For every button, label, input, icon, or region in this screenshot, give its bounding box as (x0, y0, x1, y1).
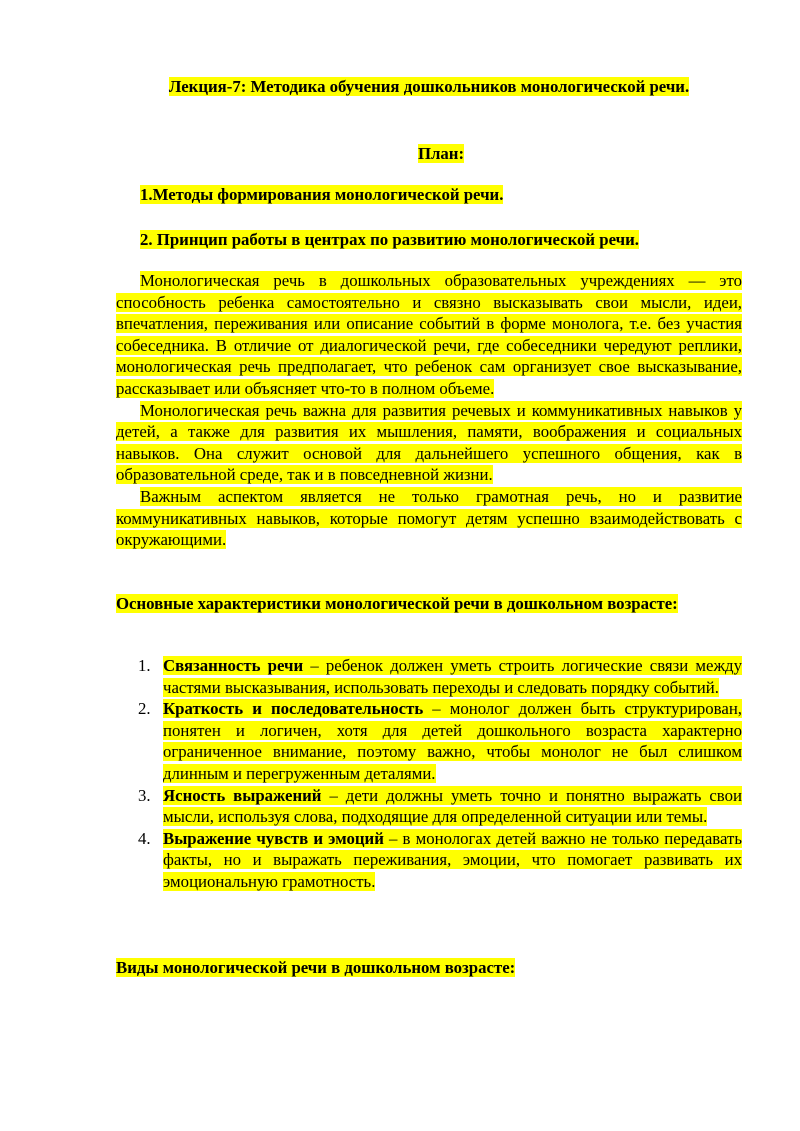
term-description: – монолог должен быть структурирован, понятен и логичен, хотя для детей дошкольного возраста характерно ограниченное внимание, поэтому важно, чтобы монолог не был слишком длинным и перегруженным деталями. (163, 699, 742, 783)
term-description: – дети должны уметь точно и понятно выражать свои мысли, используя слова, подходящие для определенной ситуации или темы. (163, 785, 742, 827)
term: Выражение чувств и эмоций (163, 828, 384, 848)
types-heading: Виды монологической речи в дошкольном возрасте: (116, 958, 516, 977)
list-number: 2. (138, 699, 151, 719)
paragraph-1: Монологическая речь в дошкольных образовательных учреждениях — это способность ребенка самостоятельно и связно высказывать свои мысли, идеи, впечатления, переживания или описание событий в форме монолога, т.е. без участия собеседника. В отличие от диалогической речи, где собеседники чередуют реплики, монологическая речь предполагает, что ребенок сам организует свое высказывание, рассказывает или объясняет что-то в полном объеме. (116, 271, 742, 398)
characteristics-list (116, 655, 742, 893)
lecture-title: Лекция-7: Методика обучения дошкольников монологической речи. (168, 77, 690, 96)
term: Связанность речи (163, 656, 304, 675)
list-item (116, 785, 742, 828)
term: Краткость и последовательность (163, 699, 424, 719)
list-number: 1. (138, 656, 151, 675)
plan-item-2: 2. Принцип работы в центрах по развитию монологической речи. (140, 230, 639, 249)
paragraph-2: Монологическая речь важна для развития речевых и коммуникативных навыков у детей, а также для развития их мышления, памяти, воображения и социальных навыков. Она служит основой для дальнейшего успешного общения, как в образовательной среде, так и в повседневной жизни. (116, 400, 742, 485)
list-item (116, 828, 742, 893)
body-paragraphs (116, 270, 742, 551)
characteristics-heading: Основные характеристики монологической речи в дошкольном возрасте: (116, 594, 678, 613)
list-item (116, 698, 742, 784)
list-number: 4. (138, 828, 151, 848)
term-description: – ребенок должен уметь строить логические связи между частями высказывания, использовать переходы и следовать порядку событий. (163, 656, 742, 697)
term-description: – в монологах детей важно не только передавать факты, но и выражать переживания, эмоции, что помогает развивать их эмоциональную грамотность. (163, 828, 743, 891)
plan-heading: План: (417, 144, 465, 163)
term: Ясность выражений (163, 785, 322, 805)
list-number: 3. (138, 785, 151, 805)
plan-item-1: 1.Методы формирования монологической речи. (140, 185, 504, 204)
list-item (116, 655, 742, 698)
paragraph-3: Важным аспектом является не только грамотная речь, но и развитие коммуникативных навыков, которые помогут детям успешно взаимодействовать с окружающими. (116, 486, 742, 550)
